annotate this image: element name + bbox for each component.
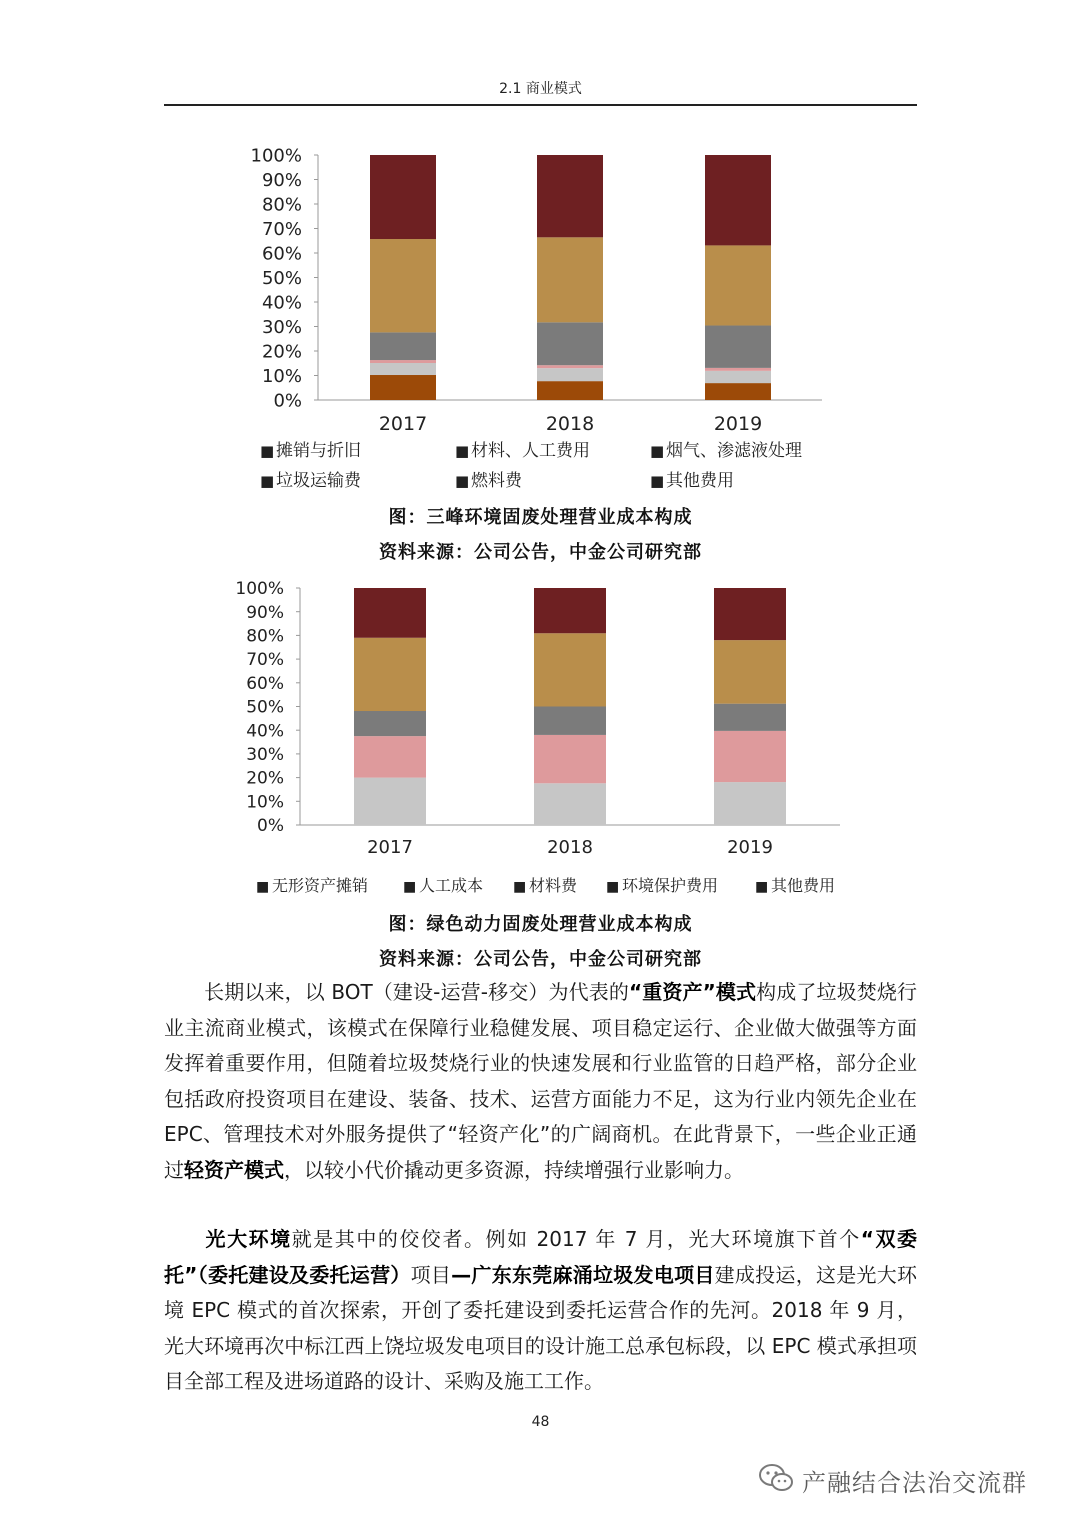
bar-segment [714, 782, 786, 825]
legend-swatch: ■ [606, 879, 620, 895]
chart1-source: 资料来源：公司公告，中金公司研究部 [379, 542, 702, 563]
x-category-label: 2018 [545, 413, 595, 435]
paragraph2-bold-3: —广东东莞麻涌垃圾发电项目 [451, 1262, 715, 1287]
legend-label: 摊销与折旧 [276, 441, 361, 461]
legend-label: 环境保护费用 [622, 876, 719, 895]
legend-label: 人工成本 [419, 876, 484, 895]
bar-segment [537, 237, 603, 322]
paragraph2-text-1: 就是其中的佼佼者。例如 2017 年 7 月，光大环境旗下首个 [291, 1227, 861, 1251]
bar-segment [354, 711, 426, 736]
x-category-label: 2019 [727, 837, 773, 858]
legend-label: 烟气、渗滤液处理 [666, 441, 802, 461]
bar-segment [354, 778, 426, 825]
x-category-label: 2019 [713, 413, 763, 435]
bar-segment [537, 365, 603, 368]
legend-swatch: ■ [650, 472, 665, 490]
legend-label: 无形资产摊销 [272, 876, 369, 895]
y-tick-label: 100% [250, 145, 302, 167]
bar-segment [370, 239, 436, 332]
y-tick-label: 0% [257, 816, 284, 837]
legend-swatch: ■ [260, 442, 275, 460]
legend-swatch: ■ [455, 442, 470, 460]
bar-segment [534, 707, 606, 735]
y-tick-label: 30% [261, 316, 302, 338]
bar-segment [370, 375, 436, 400]
watermark [758, 1462, 1027, 1498]
bar-segment [534, 783, 606, 825]
bar-segment [714, 588, 786, 640]
bar-segment [534, 735, 606, 783]
legend-label: 垃圾运输费 [276, 471, 361, 491]
y-tick-label: 100% [235, 579, 284, 600]
legend-swatch: ■ [455, 472, 470, 490]
bar-segment [705, 371, 771, 383]
legend-label: 燃料费 [471, 471, 522, 491]
y-tick-label: 90% [246, 602, 284, 623]
x-category-label: 2017 [367, 837, 413, 858]
bar-segment [705, 155, 771, 245]
bar-segment [534, 588, 606, 633]
y-tick-label: 70% [246, 650, 284, 671]
bar-segment [537, 368, 603, 381]
paragraph2-bold-2: “双委托”（委托建设及委托运营） [164, 1227, 917, 1287]
paragraph1-bold-1: “重资产”模式 [628, 980, 757, 1004]
legend-swatch: ■ [403, 879, 417, 895]
page-number: 48 [531, 1414, 550, 1430]
bar-segment [705, 326, 771, 368]
chart1-caption: 图：三峰环境固废处理营业成本构成 [388, 507, 693, 528]
y-tick-label: 30% [246, 745, 284, 766]
bar-segment [370, 360, 436, 363]
page-header-title: 2.1 商业模式 [499, 81, 582, 97]
paragraph-heavy-asset-model [164, 975, 917, 1188]
chart-sanfeng-cost-structure [251, 145, 822, 491]
bar-segment [534, 633, 606, 706]
legend-swatch: ■ [260, 472, 275, 490]
bar-segment [705, 245, 771, 325]
bar-segment [714, 640, 786, 704]
bar-segment [537, 155, 603, 237]
legend-swatch: ■ [755, 879, 769, 895]
bar-segment [537, 322, 603, 365]
paragraph1-bold-2: 轻资产模式 [184, 1157, 284, 1182]
legend-swatch: ■ [513, 879, 527, 895]
y-tick-label: 10% [246, 792, 284, 813]
watermark-text: 产融结合法治交流群 [802, 1468, 1027, 1497]
paragraph2-bold-1: 光大环境 [204, 1227, 292, 1251]
paragraph-everbright-example [164, 1222, 917, 1400]
bar-segment [370, 155, 436, 239]
bar-segment [354, 638, 426, 711]
bar-segment [370, 332, 436, 360]
chart-greenpower-cost-structure [235, 579, 840, 895]
legend-label: 其他费用 [771, 876, 836, 895]
y-tick-label: 70% [261, 218, 302, 240]
paragraph2-text-2: 项目 [410, 1262, 452, 1287]
legend-label: 材料、人工费用 [471, 441, 590, 461]
bar-segment [354, 736, 426, 777]
y-tick-label: 10% [261, 365, 302, 387]
chart2-source: 资料来源：公司公告，中金公司研究部 [379, 949, 702, 970]
y-tick-label: 20% [246, 768, 284, 789]
paragraph1-text-3: ，以较小代价撬动更多资源，持续增强行业影响力。 [284, 1157, 744, 1182]
y-tick-label: 80% [246, 626, 284, 647]
bar-segment [354, 588, 426, 638]
bar-segment [705, 368, 771, 371]
y-tick-label: 60% [246, 673, 284, 694]
y-tick-label: 90% [261, 169, 302, 191]
bar-segment [705, 383, 771, 400]
x-category-label: 2017 [378, 413, 428, 435]
chart2-caption: 图：绿色动力固废处理营业成本构成 [388, 914, 693, 935]
y-tick-label: 50% [261, 267, 302, 289]
legend-swatch: ■ [650, 442, 665, 460]
bar-segment [714, 704, 786, 731]
x-category-label: 2018 [547, 837, 593, 858]
legend-label: 材料费 [529, 876, 578, 895]
paragraph1-text-2: 构成了垃圾焚烧行业主流商业模式，该模式在保障行业稳健发展、项目稳定运行、企业做大做强等方面发挥着重要作用，但随着垃圾焚烧行业的快速发展和行业监管的日趋严格，部分企业包括政府投资项目在建设、装备、技术、运营方面能力不足，这为行业内领先企业在 EPC、管理技术对外服务提供了“轻资产化”的广阔商机。在此背景下，一些企业正通过 [164, 980, 917, 1182]
wechat-icon [758, 1463, 794, 1497]
bar-segment [537, 381, 603, 400]
y-tick-label: 0% [273, 390, 302, 412]
y-tick-label: 80% [261, 194, 302, 216]
legend-swatch: ■ [256, 879, 270, 895]
bar-segment [714, 731, 786, 782]
y-tick-label: 50% [246, 697, 284, 718]
y-tick-label: 20% [261, 341, 302, 363]
y-tick-label: 40% [261, 292, 302, 314]
y-tick-label: 60% [261, 243, 302, 265]
bar-segment [370, 363, 436, 375]
paragraph1-text-1: 长期以来，以 BOT（建设-运营-移交）为代表的 [204, 980, 629, 1004]
legend-label: 其他费用 [666, 471, 734, 491]
y-tick-label: 40% [246, 721, 284, 742]
paragraph2-text-3: 建成投运，这是光大环境 EPC 模式的首次探索，开创了委托建设到委托运营合作的先河。2018 年 9 月，光大环境再次中标江西上饶垃圾发电项目的设计施工总承包标段，以 EPC 模式承担项目全部工程及进场道路的设计、采购及施工工作。 [164, 1262, 918, 1393]
